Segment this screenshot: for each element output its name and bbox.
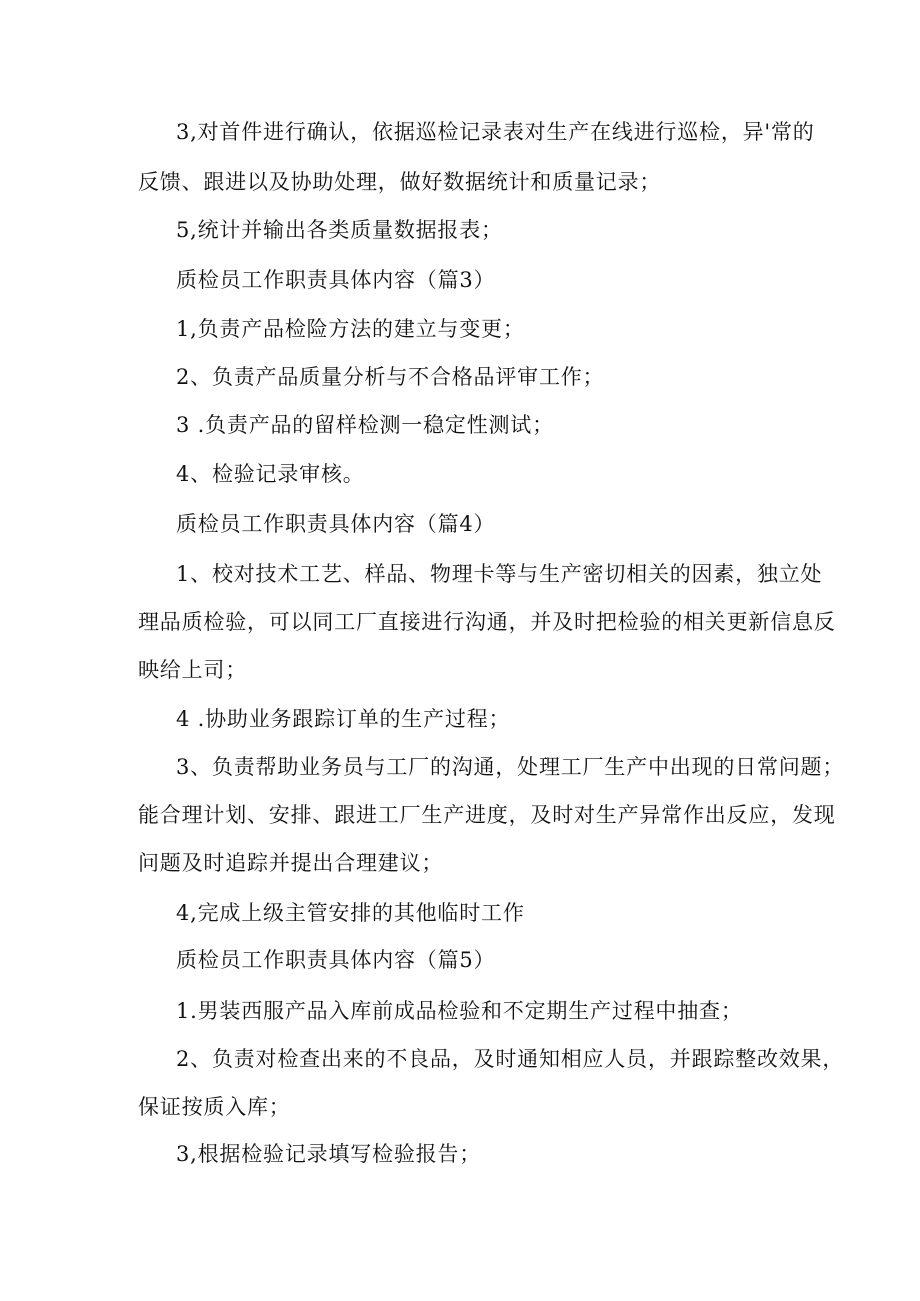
paragraph-line: 1.男装西服产品入库前成品检验和不定期生产过程中抽查； [176,999,743,1023]
paragraph-line: 4,完成上级主管安排的其他临时工作 [176,901,525,925]
section-heading: 质检员工作职责具体内容（篇3） [176,268,496,292]
paragraph-line: 2、负责产品质量分析与不合格品评审工作； [176,365,605,389]
paragraph-line: 保证按质入库； [138,1095,291,1119]
paragraph-line: 5,统计并输出各类质量数据报表； [176,218,503,242]
paragraph-line: 2、负责对检查出来的不良品，及时通知相应人员，并跟踪整改效果， [176,1047,845,1071]
section-heading: 质检员工作职责具体内容（篇5） [176,948,496,972]
section-heading: 质检员工作职责具体内容（篇4） [176,512,496,536]
paragraph-line: 3,对首件进行确认，依据巡检记录表对生产在线进行巡检，异'常的 [176,120,815,144]
paragraph-line: 映给上司； [138,658,247,682]
paragraph-line: 3 .负责产品的留样检测一稳定性测试； [176,413,554,437]
paragraph-line: 问题及时追踪并提出合理建议； [138,851,444,875]
paragraph-line: 3,根据检验记录填写检验报告； [176,1142,482,1166]
paragraph-line: 4 .协助业务跟踪订单的生产过程； [176,707,511,731]
paragraph-line: 反馈、跟进以及协助处理，做好数据统计和质量记录； [138,170,662,194]
paragraph-line: 3、负责帮助业务员与工厂的沟通，处理工厂生产中出现的日常问题； [176,755,845,779]
paragraph-line: 1、校对技术工艺、样品、物理卡等与生产密切相关的因素，独立处 [176,562,823,586]
paragraph-line: 1,负责产品检险方法的建立与变更； [176,317,525,341]
paragraph-line: 理品质检验，可以同工厂直接进行沟通，并及时把检验的相关更新信息反 [138,610,836,634]
paragraph-line: 能合理计划、安排、跟进工厂生产进度，及时对生产异常作出反应，发现 [138,803,836,827]
paragraph-line: 4、检验记录审核。 [176,462,365,486]
